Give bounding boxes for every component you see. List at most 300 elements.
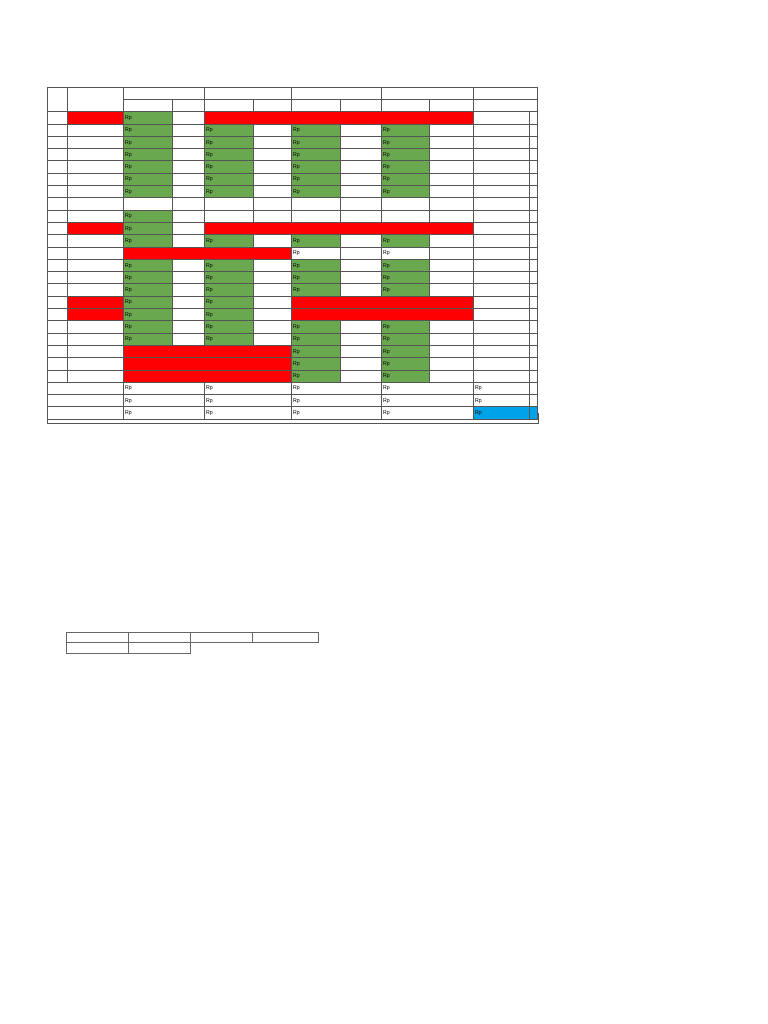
nominal-cell [292, 321, 341, 333]
row-nama [68, 370, 124, 382]
nominal-cell [292, 136, 341, 148]
iuran-table [47, 87, 538, 420]
rp-label: Rp [293, 176, 300, 183]
rp-label: Rp [125, 114, 132, 121]
tanggal-cell [430, 284, 474, 296]
nominal-cell [382, 173, 430, 185]
row-nama [68, 173, 124, 185]
rp-label: Rp [206, 176, 213, 183]
nominal-cell [382, 370, 430, 382]
nominal-cell [205, 333, 254, 345]
rp-label: Rp [383, 139, 390, 146]
row-no [48, 173, 68, 185]
summary-value [124, 382, 205, 394]
tanggal-cell [341, 259, 382, 271]
nominal-cell [292, 284, 341, 296]
tanggal-cell [173, 186, 205, 198]
table-row [48, 112, 538, 124]
tanggal-cell [173, 333, 205, 345]
nominal-cell [124, 173, 173, 185]
rp-label: Rp [206, 299, 213, 306]
summary-rp: Rp [474, 395, 530, 407]
jumlah-rp [474, 124, 530, 136]
nominal-cell [382, 247, 430, 259]
summary-value [382, 382, 474, 394]
tanggal-cell [173, 210, 205, 222]
nominal-cell [205, 284, 254, 296]
tanggal-cell [173, 259, 205, 271]
nominal-cell [124, 136, 173, 148]
rp-label: Rp [206, 397, 213, 404]
row-no [48, 321, 68, 333]
tanggal-cell [430, 149, 474, 161]
rp-label: Rp [383, 250, 390, 257]
rp-label: Rp [383, 127, 390, 134]
tanggal-cell [254, 309, 292, 321]
header-nominal [382, 100, 430, 112]
header-tanggal [254, 100, 292, 112]
nominal-cell [382, 333, 430, 345]
nominal-cell [382, 124, 430, 136]
rp-label: Rp [125, 237, 132, 244]
jumlah-rp [474, 309, 530, 321]
rp-label: Rp [206, 164, 213, 171]
rp-label: Rp [206, 237, 213, 244]
empty-cell [205, 198, 254, 210]
table-row [48, 136, 538, 148]
row-nama [68, 247, 124, 259]
tanggal-cell [254, 235, 292, 247]
tanggal-cell [341, 370, 382, 382]
row-no [48, 309, 68, 321]
jumlah-rp [474, 370, 530, 382]
tanggal-cell [173, 161, 205, 173]
table-row [48, 149, 538, 161]
jumlah-rp [474, 321, 530, 333]
status-merged-cell [124, 247, 292, 259]
summary-value [205, 382, 292, 394]
tanggal-cell [173, 173, 205, 185]
jumlah-value [530, 284, 538, 296]
rp-label: Rp [206, 287, 213, 294]
jumlah-rp [474, 112, 530, 124]
tanggal-cell [173, 222, 205, 234]
rp-label: Rp [383, 237, 390, 244]
empty-cell [173, 198, 205, 210]
nominal-cell [382, 321, 430, 333]
tanggal-cell [254, 161, 292, 173]
header-tw [292, 88, 382, 100]
row-no [48, 272, 68, 284]
tanggal-cell [341, 186, 382, 198]
rp-label: Rp [206, 139, 213, 146]
nominal-cell [124, 112, 173, 124]
tanggal-cell [430, 333, 474, 345]
jumlah-value [530, 210, 538, 222]
table-row [48, 333, 538, 345]
nominal-cell [124, 321, 173, 333]
rp-label: Rp [125, 323, 132, 330]
tanggal-cell [254, 149, 292, 161]
jumlah-value [530, 309, 538, 321]
tanggal-cell [341, 321, 382, 333]
header-tw [382, 88, 474, 100]
table-row [48, 358, 538, 370]
tanggal-cell [173, 235, 205, 247]
nominal-cell [205, 149, 254, 161]
empty-cell [292, 210, 341, 222]
jumlah-value [530, 173, 538, 185]
table-row [48, 272, 538, 284]
tanggal-cell [341, 161, 382, 173]
nominal-cell [124, 161, 173, 173]
tanggal-cell [173, 321, 205, 333]
jumlah-value [530, 296, 538, 308]
nominal-cell [205, 259, 254, 271]
jumlah-rp [474, 198, 530, 210]
jumlah-rp [474, 296, 530, 308]
nominal-cell [124, 149, 173, 161]
table-footer-row [47, 413, 539, 424]
tanggal-cell [430, 136, 474, 148]
header-tw [124, 88, 205, 100]
rp-label: Rp [383, 262, 390, 269]
summary-value [205, 395, 292, 407]
row-nama [68, 136, 124, 148]
jumlah-rp [474, 173, 530, 185]
rp-label: Rp [383, 373, 390, 380]
tanggal-cell [254, 186, 292, 198]
summary-rp: Rp [474, 407, 530, 419]
rp-label: Rp [125, 151, 132, 158]
row-no [48, 370, 68, 382]
header-tanggal [341, 100, 382, 112]
tanggal-cell [173, 124, 205, 136]
empty-cell [341, 198, 382, 210]
nominal-cell [382, 345, 430, 357]
row-no [48, 112, 68, 124]
nominal-cell [124, 186, 173, 198]
jumlah-rp [474, 247, 530, 259]
empty-cell [382, 210, 430, 222]
nominal-cell [205, 161, 254, 173]
status-merged-cell [292, 309, 474, 321]
tanggal-cell [430, 161, 474, 173]
row-nama [68, 112, 124, 124]
tanggal-cell [430, 173, 474, 185]
jumlah-value [530, 235, 538, 247]
table-row [48, 235, 538, 247]
row-no [48, 235, 68, 247]
rp-label: Rp [383, 336, 390, 343]
tanggal-cell [254, 259, 292, 271]
nominal-cell [205, 272, 254, 284]
rp-label: Rp [293, 360, 300, 367]
row-no [48, 136, 68, 148]
jumlah-rp [474, 149, 530, 161]
nominal-cell [382, 235, 430, 247]
table-row [48, 345, 538, 357]
row-no [48, 149, 68, 161]
rp-label: Rp [293, 262, 300, 269]
rp-label: Rp [383, 397, 390, 404]
tanggal-cell [254, 124, 292, 136]
rp-label: Rp [125, 299, 132, 306]
header-jumlah [474, 88, 538, 100]
header-row-1 [48, 88, 538, 100]
nominal-cell [382, 284, 430, 296]
nominal-cell [124, 210, 173, 222]
rp-label: Rp [125, 287, 132, 294]
nominal-cell [205, 321, 254, 333]
tanggal-cell [430, 247, 474, 259]
summary-row [48, 395, 538, 407]
rp-label: Rp [293, 287, 300, 294]
tanggal-cell [430, 186, 474, 198]
jumlah-value [530, 333, 538, 345]
jumlah-value [530, 149, 538, 161]
rp-label: Rp [293, 151, 300, 158]
row-nama [68, 161, 124, 173]
jumlah-rp [474, 284, 530, 296]
nominal-cell [292, 173, 341, 185]
rp-label: Rp [125, 164, 132, 171]
tanggal-cell [254, 333, 292, 345]
table-row [48, 370, 538, 382]
tanggal-cell [254, 272, 292, 284]
nominal-cell [382, 161, 430, 173]
rp-label: Rp [125, 176, 132, 183]
row-nama [68, 222, 124, 234]
header-nominal [205, 100, 254, 112]
nominal-cell [292, 259, 341, 271]
recap-header-cell [129, 633, 191, 643]
rp-label: Rp [293, 127, 300, 134]
jumlah-value [530, 247, 538, 259]
row-nama [68, 345, 124, 357]
header-tw [205, 88, 292, 100]
row-no [48, 222, 68, 234]
rp-label: Rp [293, 237, 300, 244]
row-nama [68, 358, 124, 370]
jumlah-rp [474, 358, 530, 370]
tanggal-cell [430, 235, 474, 247]
tanggal-cell [341, 124, 382, 136]
rp-label: Rp [383, 151, 390, 158]
tanggal-cell [341, 136, 382, 148]
jumlah-value [530, 370, 538, 382]
tanggal-cell [341, 284, 382, 296]
table-row [48, 296, 538, 308]
row-nama [68, 272, 124, 284]
rp-label: Rp [206, 385, 213, 392]
jumlah-value [530, 259, 538, 271]
tanggal-cell [430, 370, 474, 382]
nominal-cell [292, 345, 341, 357]
jumlah-value [530, 345, 538, 357]
summary-value [124, 395, 205, 407]
row-nama [68, 149, 124, 161]
rp-label: Rp [125, 410, 132, 417]
rp-label: Rp [206, 274, 213, 281]
empty-cell [341, 210, 382, 222]
row-no [48, 161, 68, 173]
nominal-cell [292, 247, 341, 259]
jumlah-value [530, 161, 538, 173]
summary-value [292, 382, 382, 394]
jumlah-rp [474, 161, 530, 173]
summary-jumlah [530, 395, 538, 407]
rp-label: Rp [383, 176, 390, 183]
tanggal-cell [341, 345, 382, 357]
rp-label: Rp [125, 311, 132, 318]
tanggal-cell [341, 235, 382, 247]
jumlah-rp [474, 186, 530, 198]
summary-rp: Rp [474, 382, 530, 394]
rp-label: Rp [206, 151, 213, 158]
summary-row [48, 382, 538, 394]
tanggal-cell [254, 173, 292, 185]
header-tanggal [173, 100, 205, 112]
row-nama [68, 321, 124, 333]
tanggal-cell [430, 272, 474, 284]
nominal-cell [382, 358, 430, 370]
summary-value [292, 395, 382, 407]
rp-label: Rp [293, 385, 300, 392]
nominal-cell [124, 222, 173, 234]
nominal-cell [382, 136, 430, 148]
empty-cell [254, 198, 292, 210]
header-nominal [292, 100, 341, 112]
table-row [48, 309, 538, 321]
table-row [48, 259, 538, 271]
row-no [48, 186, 68, 198]
nominal-cell [382, 272, 430, 284]
recap-header-cell [253, 633, 319, 643]
jumlah-value [530, 272, 538, 284]
jumlah-rp [474, 235, 530, 247]
tanggal-cell [430, 358, 474, 370]
table-row [48, 198, 538, 210]
rp-label: Rp [206, 323, 213, 330]
tanggal-cell [254, 321, 292, 333]
rp-label: Rp [383, 274, 390, 281]
jumlah-value [530, 124, 538, 136]
rp-label: Rp [293, 164, 300, 171]
row-nama [68, 333, 124, 345]
recap-year [67, 643, 129, 653]
tanggal-cell [430, 124, 474, 136]
rp-label: Rp [293, 323, 300, 330]
nominal-cell [382, 259, 430, 271]
table-row [48, 124, 538, 136]
nominal-cell [292, 333, 341, 345]
table-row [48, 210, 538, 222]
rp-label: Rp [125, 188, 132, 195]
tanggal-cell [341, 272, 382, 284]
tanggal-cell [173, 149, 205, 161]
empty-cell [124, 198, 173, 210]
empty-cell [205, 210, 254, 222]
rp-label: Rp [206, 410, 213, 417]
table-row [48, 161, 538, 173]
nominal-cell [205, 296, 254, 308]
rp-label: Rp [383, 360, 390, 367]
nominal-cell [124, 333, 173, 345]
tanggal-cell [430, 321, 474, 333]
rp-label: Rp [206, 311, 213, 318]
header-nominal [124, 100, 173, 112]
recap-table [66, 632, 319, 654]
tanggal-cell [173, 296, 205, 308]
rp-label: Rp [125, 336, 132, 343]
recap-header-cell [191, 633, 253, 643]
status-merged-cell [292, 296, 474, 308]
tanggal-cell [173, 112, 205, 124]
summary-label [48, 382, 124, 394]
rp-label: Rp [293, 188, 300, 195]
table-row [48, 186, 538, 198]
nominal-cell [124, 124, 173, 136]
nominal-cell [292, 272, 341, 284]
rp-label: Rp [206, 127, 213, 134]
row-nama [68, 124, 124, 136]
jumlah-rp [474, 210, 530, 222]
tanggal-cell [173, 272, 205, 284]
rp-label: Rp [383, 287, 390, 294]
row-nama [68, 210, 124, 222]
rp-label: Rp [383, 164, 390, 171]
header-tanggal [430, 100, 474, 112]
row-nama [68, 186, 124, 198]
nominal-cell [205, 235, 254, 247]
empty-cell [254, 210, 292, 222]
nominal-cell [292, 186, 341, 198]
jumlah-rp [474, 136, 530, 148]
row-no [48, 333, 68, 345]
table-row [48, 284, 538, 296]
nominal-cell [205, 136, 254, 148]
rp-label: Rp [125, 385, 132, 392]
nominal-cell [124, 296, 173, 308]
jumlah-value [530, 186, 538, 198]
rp-label: Rp [293, 348, 300, 355]
nominal-cell [292, 235, 341, 247]
rp-label: Rp [293, 139, 300, 146]
rp-label: Rp [383, 348, 390, 355]
jumlah-rp [474, 259, 530, 271]
tanggal-cell [254, 296, 292, 308]
recap-in [129, 643, 191, 653]
rp-label: Rp [293, 373, 300, 380]
row-nama [68, 296, 124, 308]
header-no [48, 88, 68, 112]
table-row [48, 247, 538, 259]
recap-header-cell [67, 633, 129, 643]
rp-label: Rp [383, 323, 390, 330]
status-merged-cell [205, 112, 474, 124]
nominal-cell [292, 370, 341, 382]
rp-label: Rp [293, 274, 300, 281]
rp-label: Rp [206, 188, 213, 195]
tanggal-cell [341, 173, 382, 185]
rp-label: Rp [293, 410, 300, 417]
nominal-cell [382, 149, 430, 161]
jumlah-value [530, 112, 538, 124]
row-nama [68, 235, 124, 247]
rp-label: Rp [293, 250, 300, 257]
nominal-cell [205, 124, 254, 136]
